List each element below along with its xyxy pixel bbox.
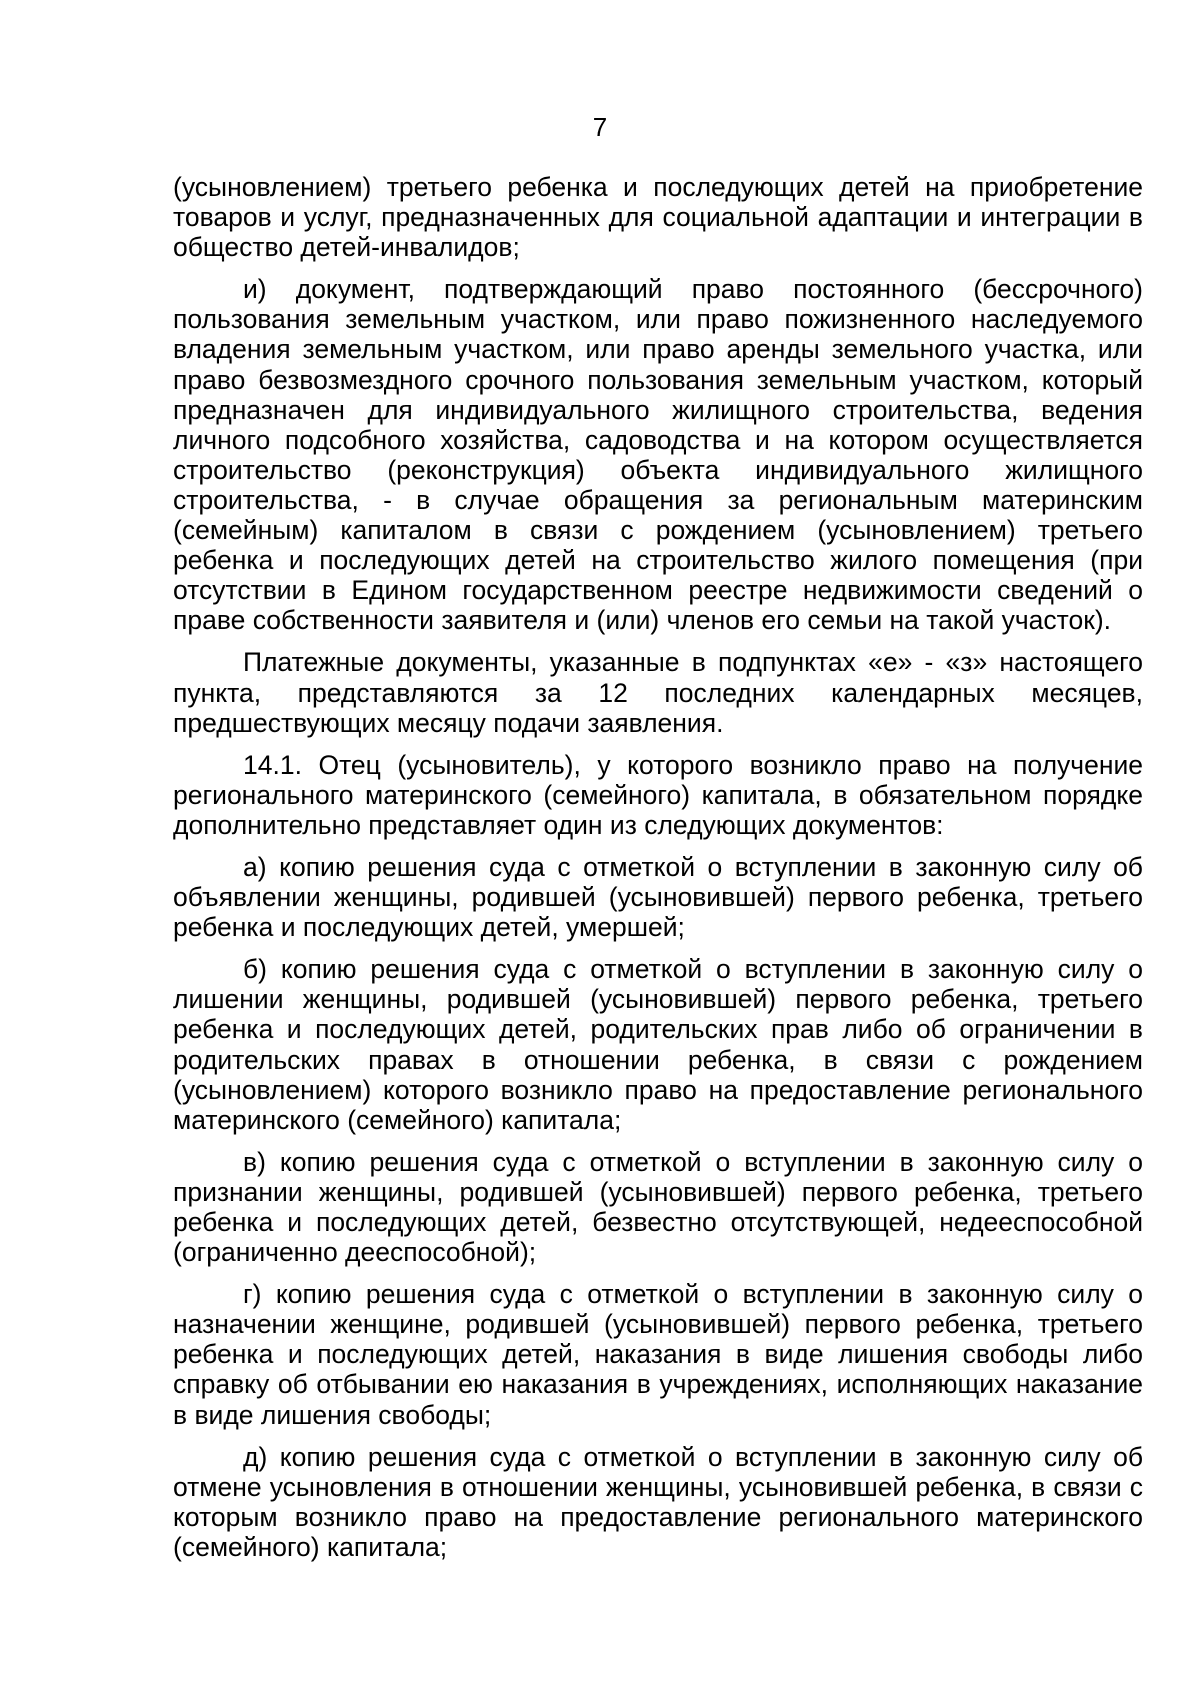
- paragraph-item-d: д) копию решения суда с отметкой о вступлении в законную силу об отмене усыновления в отношении женщины, усыновившей ребенка, в связи с которым возникло право на предоставление регионального материнского (семейного) капитала;: [173, 1441, 1143, 1562]
- paragraph-item-b: б) копию решения суда с отметкой о вступлении в законную силу о лишении женщины, родившей (усыновившей) первого ребенка, третьего ребенка и последующих детей, родительских прав либо об ограничении в родительских правах в отношении ребенка, в связи с рождением (усыновлением) которого возникло право на предоставление регионального материнского (семейного) капитала;: [173, 954, 1143, 1135]
- paragraph-payment-documents: Платежные документы, указанные в подпунктах «е» - «з» настоящего пункта, представляются за 12 последних календарных месяцев, предшествующих месяцу подачи заявления.: [173, 647, 1143, 738]
- paragraph-item-v: в) копию решения суда с отметкой о вступлении в законную силу о признании женщины, родившей (усыновившей) первого ребенка, третьего ребенка и последующих детей, безвестно отсутствующей, недееспособной (ограниченно дееспособной);: [173, 1146, 1143, 1268]
- document-body: [173, 172, 1143, 1562]
- page-number: 7: [592, 112, 608, 142]
- paragraph-item-i: и) документ, подтверждающий право постоянного (бессрочного) пользования земельным участком, или право пожизненного наследуемого владения земельным участком, или право аренды земельного участка, или право безвозмездного срочного пользования земельным участком, который предназначен для индивидуального жилищного строительства, ведения личного подсобного хозяйства, садоводства и на котором осуществляется строительство (реконструкция) объекта индивидуального жилищного строительства, - в случае обращения за региональным материнским (семейным) капиталом в связи с рождением (усыновлением) третьего ребенка и последующих детей на строительство жилого помещения (при отсутствии в Едином государственном реестре недвижимости сведений о праве собственности заявителя и (или) членов его семьи на такой участок).: [173, 274, 1143, 636]
- paragraph-14-1: 14.1. Отец (усыновитель), у которого возникло право на получение регионального материнского (семейного) капитала, в обязательном порядке дополнительно представляет один из следующих документов:: [173, 749, 1143, 840]
- paragraph-item-a: а) копию решения суда с отметкой о вступлении в законную силу об объявлении женщины, родившей (усыновившей) первого ребенка, третьего ребенка и последующих детей, умершей;: [173, 851, 1143, 943]
- paragraph-continuation: (усыновлением) третьего ребенка и последующих детей на приобретение товаров и услуг, предназначенных для социальной адаптации и интеграции в общество детей-инвалидов;: [173, 172, 1143, 263]
- paragraph-item-g: г) копию решения суда с отметкой о вступлении в законную силу о назначении женщине, родившей (усыновившей) первого ребенка, третьего ребенка и последующих детей, наказания в виде лишения свободы либо справку об отбывании ею наказания в учреждениях, исполняющих наказание в виде лишения свободы;: [173, 1279, 1143, 1430]
